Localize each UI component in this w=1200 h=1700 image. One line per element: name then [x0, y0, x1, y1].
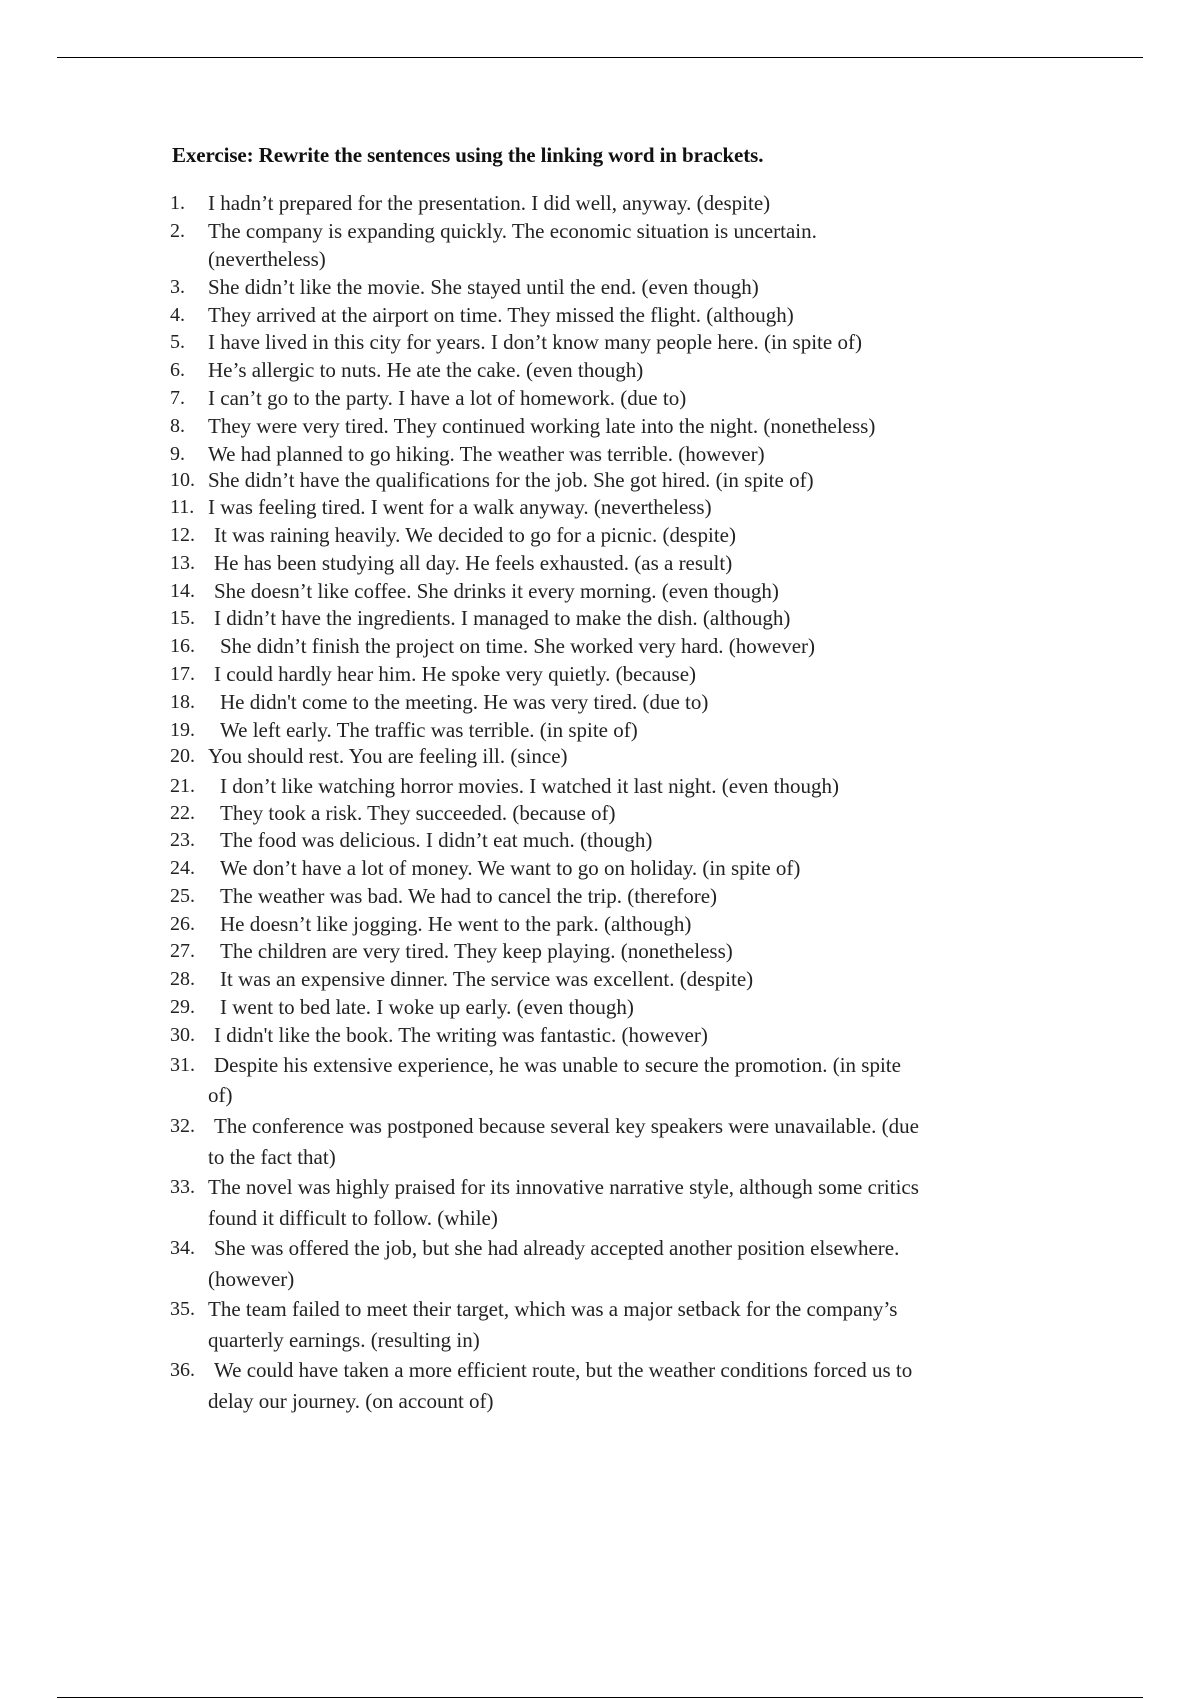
- item-text-line: It was an expensive dinner. The service was excellent. (despite): [220, 967, 754, 991]
- item-text-line: They took a risk. They succeeded. (because of): [220, 801, 616, 825]
- item-number: 13.: [170, 552, 195, 574]
- item-number: 26.: [170, 913, 195, 935]
- item-number: 29.: [170, 996, 195, 1018]
- item-text-line: I hadn’t prepared for the presentation. I did well, anyway. (despite): [208, 191, 771, 215]
- exercise-title: Exercise: Rewrite the sentences using the linking word in brackets.: [172, 143, 764, 167]
- item-text-line: delay our journey. (on account of): [208, 1389, 494, 1413]
- item-text-line: (nevertheless): [208, 247, 326, 271]
- item-number: 8.: [170, 415, 185, 437]
- item-number: 21.: [170, 775, 195, 797]
- item-text-line: I don’t like watching horror movies. I watched it last night. (even though): [220, 774, 839, 798]
- item-text-line: She didn’t finish the project on time. She worked very hard. (however): [220, 634, 816, 658]
- item-number: 9.: [170, 443, 185, 465]
- item-text-line: I went to bed late. I woke up early. (even though): [220, 995, 634, 1019]
- item-text-line: (however): [208, 1267, 295, 1291]
- item-number: 32.: [170, 1115, 195, 1137]
- item-number: 23.: [170, 829, 195, 851]
- item-number: 19.: [170, 719, 195, 741]
- item-text-line: found it difficult to follow. (while): [208, 1206, 498, 1230]
- item-text-line: The children are very tired. They keep playing. (nonetheless): [220, 939, 733, 963]
- item-text-line: She doesn’t like coffee. She drinks it every morning. (even though): [214, 579, 779, 603]
- item-text-line: The team failed to meet their target, which was a major setback for the company’s: [208, 1297, 898, 1321]
- item-text-line: It was raining heavily. We decided to go for a picnic. (despite): [214, 523, 736, 547]
- item-text-line: The company is expanding quickly. The economic situation is uncertain.: [208, 219, 817, 243]
- item-text-line: I could hardly hear him. He spoke very quietly. (because): [214, 662, 697, 686]
- item-number: 1.: [170, 192, 185, 214]
- item-text-line: He’s allergic to nuts. He ate the cake. (even though): [208, 358, 644, 382]
- item-number: 11.: [170, 496, 195, 518]
- item-number: 2.: [170, 220, 185, 242]
- item-number: 16.: [170, 635, 195, 657]
- item-number: 12.: [170, 524, 195, 546]
- item-number: 31.: [170, 1054, 195, 1076]
- item-text-line: We don’t have a lot of money. We want to go on holiday. (in spite of): [220, 856, 801, 880]
- item-number: 34.: [170, 1237, 195, 1259]
- item-text-line: I didn't like the book. The writing was fantastic. (however): [214, 1023, 708, 1047]
- item-number: 27.: [170, 940, 195, 962]
- item-text-line: of): [208, 1083, 233, 1107]
- item-number: 18.: [170, 691, 195, 713]
- item-text-line: You should rest. You are feeling ill. (since): [208, 744, 568, 768]
- item-number: 30.: [170, 1024, 195, 1046]
- item-text-line: I can’t go to the party. I have a lot of homework. (due to): [208, 386, 687, 410]
- item-number: 22.: [170, 802, 195, 824]
- item-number: 20.: [170, 745, 195, 767]
- item-text-line: I didn’t have the ingredients. I managed to make the dish. (although): [214, 606, 791, 630]
- item-number: 15.: [170, 607, 195, 629]
- item-text-line: The weather was bad. We had to cancel the trip. (therefore): [220, 884, 718, 908]
- item-number: 28.: [170, 968, 195, 990]
- item-text-line: He has been studying all day. He feels exhausted. (as a result): [214, 551, 733, 575]
- bottom-rule: [57, 1697, 1143, 1698]
- item-text-line: We had planned to go hiking. The weather was terrible. (however): [208, 442, 765, 466]
- item-text-line: She didn’t have the qualifications for the job. She got hired. (in spite of): [208, 468, 814, 492]
- item-number: 7.: [170, 387, 185, 409]
- item-number: 33.: [170, 1176, 195, 1198]
- item-text-line: quarterly earnings. (resulting in): [208, 1328, 480, 1352]
- item-number: 6.: [170, 359, 185, 381]
- item-number: 24.: [170, 857, 195, 879]
- item-number: 5.: [170, 331, 185, 353]
- item-text-line: Despite his extensive experience, he was unable to secure the promotion. (in spite: [214, 1053, 901, 1077]
- item-number: 35.: [170, 1298, 195, 1320]
- item-number: 3.: [170, 276, 185, 298]
- item-number: 4.: [170, 304, 185, 326]
- top-rule: [57, 57, 1143, 58]
- item-number: 14.: [170, 580, 195, 602]
- item-text-line: He didn't come to the meeting. He was very tired. (due to): [220, 690, 709, 714]
- item-text-line: I was feeling tired. I went for a walk anyway. (nevertheless): [208, 495, 712, 519]
- item-text-line: We left early. The traffic was terrible. (in spite of): [220, 718, 638, 742]
- item-text-line: I have lived in this city for years. I don’t know many people here. (in spite of): [208, 330, 862, 354]
- item-text-line: She didn’t like the movie. She stayed until the end. (even though): [208, 275, 759, 299]
- item-text-line: The novel was highly praised for its innovative narrative style, although some critics: [208, 1175, 919, 1199]
- item-text-line: They were very tired. They continued working late into the night. (nonetheless): [208, 414, 876, 438]
- item-number: 17.: [170, 663, 195, 685]
- item-number: 10.: [170, 469, 195, 491]
- item-text-line: to the fact that): [208, 1145, 336, 1169]
- item-number: 25.: [170, 885, 195, 907]
- item-text-line: She was offered the job, but she had already accepted another position elsewhere.: [214, 1236, 900, 1260]
- item-text-line: They arrived at the airport on time. They missed the flight. (although): [208, 303, 794, 327]
- item-number: 36.: [170, 1359, 195, 1381]
- item-text-line: The food was delicious. I didn’t eat much. (though): [220, 828, 653, 852]
- item-text-line: The conference was postponed because several key speakers were unavailable. (due: [214, 1114, 919, 1138]
- item-text-line: We could have taken a more efficient route, but the weather conditions forced us to: [214, 1358, 913, 1382]
- item-text-line: He doesn’t like jogging. He went to the park. (although): [220, 912, 692, 936]
